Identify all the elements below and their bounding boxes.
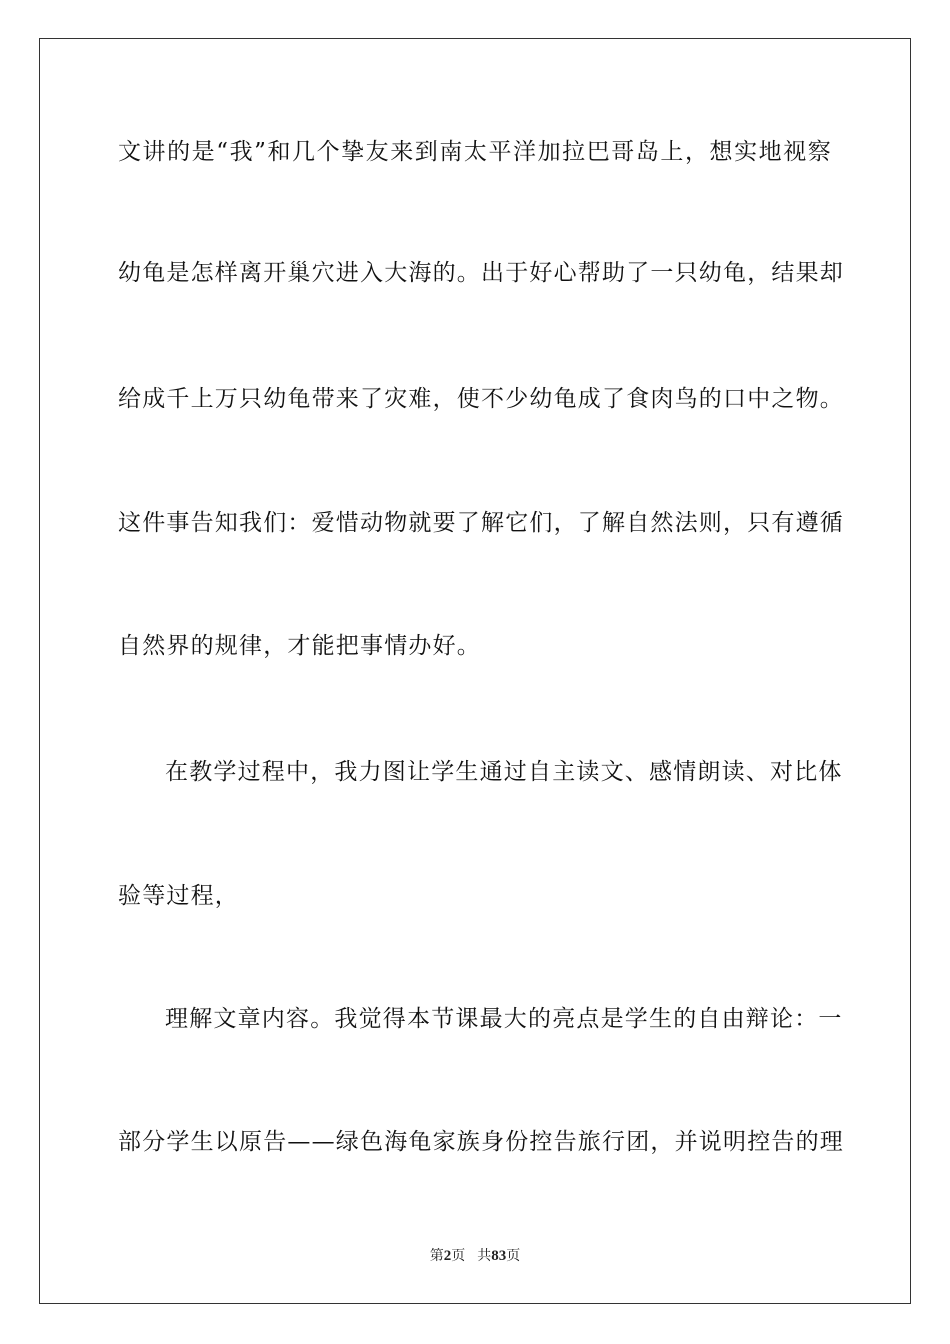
total-prefix: 共	[477, 1248, 492, 1264]
page-frame	[39, 38, 911, 1304]
paragraph-first-line: 在教学过程中，我力图让学生通过自主读文、感情朗读、对比体	[165, 759, 843, 785]
body-text-line: 文讲的是“我”和几个挚友来到南太平洋加拉巴哥岛上，想实地视察	[118, 139, 832, 165]
page-prefix: 第	[429, 1248, 444, 1264]
total-suffix: 页	[506, 1248, 521, 1264]
page-suffix: 页	[451, 1248, 466, 1264]
page-number: 2	[443, 1248, 452, 1264]
paragraph-first-line: 理解文章内容。我觉得本节课最大的亮点是学生的自由辩论：一	[165, 1006, 843, 1032]
body-text-line: 幼龟是怎样离开巢穴进入大海的。出于好心帮助了一只幼龟，结果却	[118, 260, 844, 286]
body-text-line: 给成千上万只幼龟带来了灾难，使不少幼龟成了食肉鸟的口中之物。	[118, 386, 844, 412]
total-pages: 83	[491, 1248, 507, 1264]
page-footer	[0, 1247, 950, 1265]
body-text-line: 验等过程，	[118, 883, 239, 909]
body-text-line: 自然界的规律，才能把事情办好。	[118, 633, 481, 659]
body-text-line: 这件事告知我们：爱惜动物就要了解它们，了解自然法则，只有遵循	[118, 510, 844, 536]
body-text-line: 部分学生以原告——绿色海龟家族身份控告旅行团，并说明控告的理	[118, 1129, 844, 1155]
